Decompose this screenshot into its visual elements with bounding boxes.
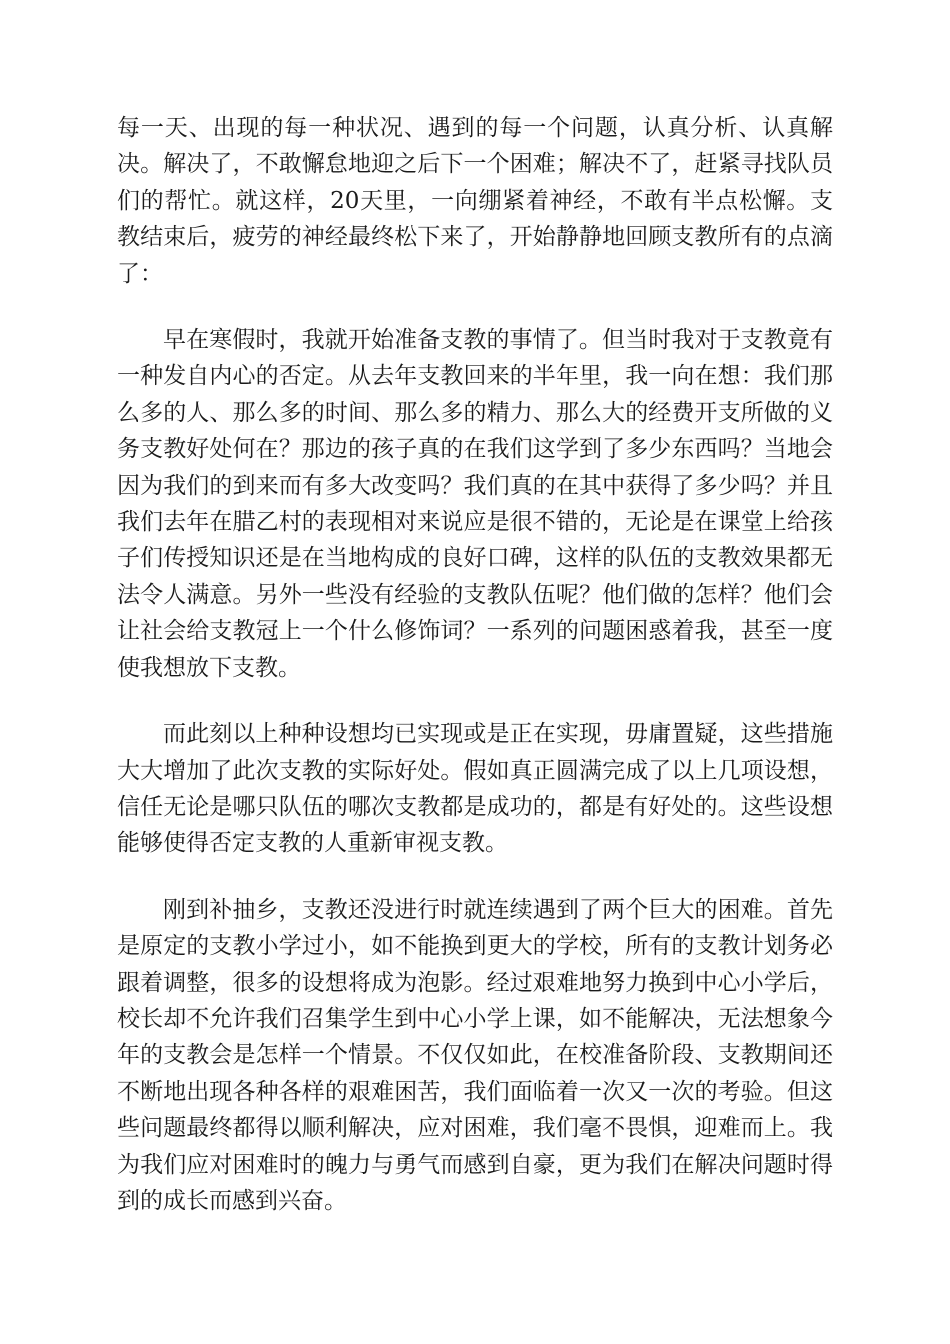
paragraph-1: 每一天、出现的每一种状况、遇到的每一个问题，认真分析、认真解决。解决了，不敢懈怠地迎之后下一个困难；解决不了，赶紧寻找队员们的帮忙。就这样，20天里，一向绷紧着神经，不敢有半点松懈。支教结束后，疲劳的神经最终松下来了，开始静静地回顾支教所有的点滴了： — [117, 115, 833, 287]
document-body — [117, 110, 833, 1249]
paragraph-3: 而此刻以上种种设想均已实现或是正在实现，毋庸置疑，这些措施大大增加了此次支教的实际好处。假如真正圆满完成了以上几项设想，信任无论是哪只队伍的哪次支教都是成功的，都是有好处的。这些设想能够使得否定支教的人重新审视支教。 — [117, 721, 833, 857]
paragraph-2: 早在寒假时，我就开始准备支教的事情了。但当时我对于支教竟有一种发自内心的否定。从去年支教回来的半年里，我一向在想：我们那么多的人、那么多的时间、那么多的精力、那么大的经费开支所做的义务支教好处何在？那边的孩子真的在我们这学到了多少东西吗？当地会因为我们的到来而有多大改变吗？我们真的在其中获得了多少吗？并且我们去年在腊乙村的表现相对来说应是很不错的，无论是在课堂上给孩子们传授知识还是在当地构成的良好口碑，这样的队伍的支教效果都无法令人满意。另外一些没有经验的支教队伍呢？他们做的怎样？他们会让社会给支教冠上一个什么修饰词？一系列的问题困惑着我，甚至一度使我想放下支教。 — [117, 327, 833, 681]
paragraph-4: 刚到补抽乡，支教还没进行时就连续遇到了两个巨大的困难。首先是原定的支教小学过小，如不能换到更大的学校，所有的支教计划务必跟着调整，很多的设想将成为泡影。经过艰难地努力换到中心小学后，校长却不允许我们召集学生到中心小学上课，如不能解决，无法想象今年的支教会是怎样一个情景。不仅仅如此，在校准备阶段、支教期间还不断地出现各种各样的艰难困苦，我们面临着一次又一次的考验。但这些问题最终都得以顺利解决，应对困难，我们毫不畏惧，迎难而上。我为我们应对困难时的魄力与勇气而感到自豪，更为我们在解决问题时得到的成长而感到兴奋。 — [117, 896, 833, 1214]
